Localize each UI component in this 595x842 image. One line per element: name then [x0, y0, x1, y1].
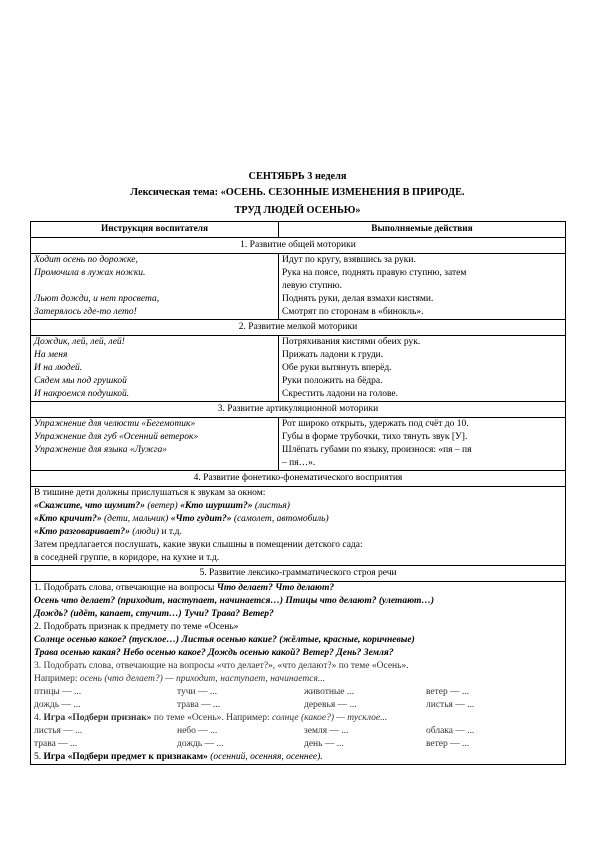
action-line: Прижать ладони к груди. [282, 350, 384, 360]
instruction-cell [31, 336, 279, 402]
example-text: осень (что делает?) — приходит, наступает, начинается... [79, 674, 326, 684]
action-cell [279, 336, 566, 402]
word-cell: дождь — ... [34, 700, 81, 710]
task-questions: Что делает? Что делают? [216, 583, 335, 593]
action-cell [279, 254, 566, 320]
poem-line: Сядем мы под грушкой [34, 376, 127, 386]
word-cell: небо — ... [177, 726, 218, 736]
word-cell: деревья — ... [304, 700, 357, 710]
word-cell: дождь — ... [177, 739, 224, 749]
task-line: 2. Подобрать признак к предмету по теме «Осень» [34, 622, 239, 632]
word-grid-row [34, 699, 562, 712]
section-title: 3. Развитие артикуляционной моторики [31, 402, 566, 418]
task-text: 1. Подобрать слова, отвечающие на вопросы [34, 583, 217, 593]
instruction-cell [31, 254, 279, 320]
word-grid [34, 725, 562, 751]
header-topic-continued: ТРУД ЛЮДЕЙ ОСЕНЬЮ» [234, 205, 361, 216]
answer-text: (люди) [132, 527, 160, 537]
exercise-line: Упражнение для челюсти «Бегемотик» [34, 419, 196, 429]
section-body-cell [31, 582, 566, 765]
question-text: «Кто шуршит?» [177, 501, 255, 511]
question-text: «Кто кричит?» [34, 514, 104, 524]
task-number: 5. [34, 752, 44, 762]
activities-table [30, 221, 566, 765]
question-text: «Кто разговаривает?» [34, 527, 133, 537]
section-title-row [31, 402, 566, 418]
header-topic: Лексическая тема: «ОСЕНЬ. СЕЗОННЫЕ ИЗМЕНЕНИЯ В ПРИРОДЕ. [130, 187, 465, 198]
word-cell: животные ... [304, 687, 355, 697]
table-header-row [31, 222, 566, 238]
poem-line-spacer [34, 280, 275, 293]
poem-line: Дождик, лей, лей, лей! [34, 337, 125, 347]
exercise-line: Упражнение для языка «Лужга» [34, 445, 168, 455]
question-line [34, 513, 562, 526]
word-cell: птицы — ... [34, 687, 82, 697]
word-grid-row [34, 725, 562, 738]
header-week: СЕНТЯБРЬ 3 неделя [248, 171, 347, 182]
task-text: по теме «Осень». Например: [151, 713, 273, 723]
word-cell: ветер — ... [426, 687, 470, 697]
section-title-row [31, 566, 566, 582]
action-line: Губы в форме трубочки, тихо тянуть звук [У]. [282, 432, 468, 442]
answer-text: (ветер) [147, 501, 178, 511]
section-title-row [31, 471, 566, 487]
section-body-row [31, 487, 566, 566]
action-line: Идут по кругу, взявшись за руки. [282, 255, 416, 265]
action-line: левую ступню. [282, 281, 342, 291]
poem-line: Промочила в лужах ножки. [34, 268, 146, 278]
action-line: Смотрят по сторонам в «бинокль». [282, 307, 424, 317]
action-line: Скрестить ладони на голове. [282, 389, 399, 399]
section-title: 5. Развитие лексико-грамматического строя речи [31, 566, 566, 582]
text-line: Затем предлагается послушать, какие звуки слышны в помещении детского сада: [34, 540, 363, 550]
section-title-row [31, 238, 566, 254]
question-text: «Что гудит?» [168, 514, 234, 524]
action-line: Рот широко открыть, удержать под счёт до 10. [282, 419, 469, 429]
instruction-cell [31, 418, 279, 471]
exercise-line: Упражнение для губ «Осенний ветерок» [34, 432, 199, 442]
game-title: Игра «Подбери предмет к признакам» [43, 752, 208, 762]
intro-line: В тишине дети должны прислушаться к звукам за окном: [34, 488, 266, 498]
section-body-cell [31, 487, 566, 566]
action-line: – пя…». [282, 458, 316, 468]
text-line: в соседней группе, в коридоре, на кухне и т.д. [34, 553, 220, 563]
section-title: 4. Развитие фонетико-фонематического восприятия [31, 471, 566, 487]
poem-line: Затерялось где-то лето! [34, 307, 137, 317]
poem-line: И на людей. [34, 363, 83, 373]
word-cell: листья — ... [426, 700, 475, 710]
task-line: Дождь? (идёт, капает, стучит…) Тучи? Трава? Ветер? [34, 609, 274, 619]
word-cell: трава — ... [177, 700, 221, 710]
answer-text: (листья) [254, 501, 290, 511]
section-body-row [31, 254, 566, 320]
action-line: Рука на поясе, поднять правую ступню, затем [282, 268, 467, 278]
answer-text: (дети, мальчик) [103, 514, 169, 524]
task-line: Солнце осенью какое? (тусклое…) Листья осенью какие? (жёлтые, красные, коричневые) [34, 635, 415, 645]
example-text: (осенний, осенняя, осеннее). [207, 752, 323, 762]
section-title: 1. Развитие общей моторики [31, 238, 566, 254]
word-cell: ветер — ... [426, 739, 470, 749]
word-grid-row [34, 738, 562, 751]
question-line [34, 526, 562, 539]
word-cell: облака — ... [426, 726, 475, 736]
action-line: Обе руки вытянуть вперёд. [282, 363, 392, 373]
task-number: 4. [34, 713, 44, 723]
action-line: Потряхивания кистями обеих рук. [282, 337, 421, 347]
question-line [34, 500, 562, 513]
task-line [34, 751, 562, 764]
word-grid-row [34, 686, 562, 699]
poem-line: На меня [34, 350, 68, 360]
action-line: Руки положить на бёдра. [282, 376, 383, 386]
action-cell [279, 418, 566, 471]
column-header-actions: Выполняемые действия [279, 222, 566, 238]
word-cell: тучи — ... [177, 687, 218, 697]
game-title: Игра «Подбери признак» [43, 713, 152, 723]
word-cell: трава — ... [34, 739, 78, 749]
word-cell: день — ... [304, 739, 344, 749]
task-line: Трава осенью какая? Небо осенью какое? Дождь осенью какой? Ветер? День? Земля? [34, 648, 394, 658]
action-line: Поднять руки, делая взмахи кистями. [282, 294, 434, 304]
task-line [34, 673, 562, 686]
word-cell: листья — ... [34, 726, 83, 736]
poem-line: Ходит осень по дорожке, [34, 255, 138, 265]
example-label: Например: [34, 674, 80, 684]
question-end: и т.д. [159, 527, 182, 537]
example-text: солнце (какое?) — тусклое... [272, 713, 388, 723]
answer-text: (самолет, автомобиль) [233, 514, 329, 524]
task-line [34, 712, 562, 725]
question-text: «Скажите, что шумит?» [34, 501, 148, 511]
word-cell: земля — ... [304, 726, 349, 736]
action-line: Шлёпать губами по языку, произнося: «пя – пя [282, 445, 472, 455]
section-title-row [31, 320, 566, 336]
section-body-row [31, 336, 566, 402]
word-grid [34, 686, 562, 712]
task-line: Осень что делает? (приходит, наступает, начинается…) Птицы что делают? (улетают…) [34, 596, 435, 606]
section-body-row [31, 582, 566, 765]
task-line [34, 582, 562, 595]
poem-line: Льют дожди, и нет просвета, [34, 294, 160, 304]
column-header-instruction: Инструкция воспитателя [31, 222, 279, 238]
poem-line: И накроемся подушкой. [34, 389, 130, 399]
task-line: 3. Подобрать слова, отвечающие на вопросы «что делает?», «что делают?» по теме «Осень». [34, 661, 409, 671]
section-title: 2. Развитие мелкой моторики [31, 320, 566, 336]
section-body-row [31, 418, 566, 471]
